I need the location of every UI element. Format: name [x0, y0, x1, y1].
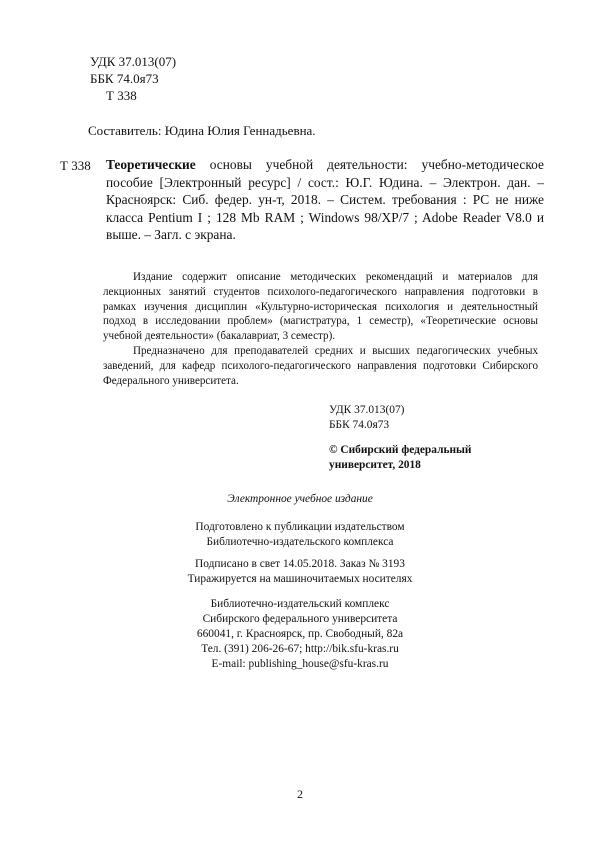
copyright-line: © Сибирский федеральный — [329, 444, 472, 456]
bibliographic-title: Теоретические — [106, 157, 196, 172]
publisher-line: Библиотечно-издательский комплекс — [210, 598, 390, 610]
udk-code: УДК 37.013(07) — [90, 54, 177, 69]
publisher-email: E-mail: publishing_house@sfu-kras.ru — [211, 658, 389, 670]
annotation-paragraph: Предназначено для преподавателей средних и высших педагогических учебных заведений, для кафедр психолого-педагогического направления подготовки Сибирского Федерального университета. — [103, 344, 538, 387]
bibliographic-description — [106, 156, 544, 244]
replication-line: Тиражируется на машиночитаемых носителях — [187, 573, 413, 585]
publisher-phone: Тел. (391) 206-26-67; http://bik.sfu-kras.ru — [201, 643, 399, 655]
publisher-line: Сибирского федерального университета — [202, 613, 398, 625]
publisher-address: 660041, г. Красноярск, пр. Свободный, 82а — [196, 628, 404, 640]
copyright-line: университет, 2018 — [329, 459, 421, 471]
classification-udk: УДК 37.013(07) — [329, 404, 405, 416]
signed-line: Подписано в свет 14.05.2018. Заказ № 3193 — [195, 558, 405, 570]
compiler-line: Составитель: Юдина Юлия Геннадьевна. — [88, 123, 316, 138]
classification-bbk: ББК 74.0я73 — [329, 419, 390, 431]
prepared-line: Библиотечно-издательского комплекса — [206, 536, 394, 548]
page-number: 2 — [297, 787, 303, 801]
author-mark: Т 338 — [106, 88, 137, 103]
edition-type: Электронное учебное издание — [227, 493, 373, 505]
annotation-paragraph: Издание содержит описание методических рекомендаций и материалов для лекционных занятий студентов психолого-педагогического направления подготовки в рамках изучения дисциплин «Культурно-историческая психология и деятельностный подход в исследовании проблем» (магистратура, 1 семестр), «Теоретические основы учебной деятельности» (бакалавриат, 3 семестр). — [103, 271, 538, 343]
bbk-code: ББК 74.0я73 — [90, 71, 159, 86]
prepared-line: Подготовлено к публикации издательством — [195, 521, 405, 533]
bibliographic-text: основы учебной деятельности: учебно-методическое пособие [Электронный ресурс] / сост.: Ю.Г. Юдина. – Электрон. дан. – Красноярск: Сиб. федер. ун-т, 2018. – Систем. требования : PC не ниже класса Pentium I ; 128 Mb RAM ; Windows 98/XP/7 ; Adobe Reader V8.0 и выше. – Загл. с экрана. — [106, 157, 544, 243]
annotation — [103, 270, 538, 388]
bibliographic-mark: Т 338 — [60, 158, 91, 173]
